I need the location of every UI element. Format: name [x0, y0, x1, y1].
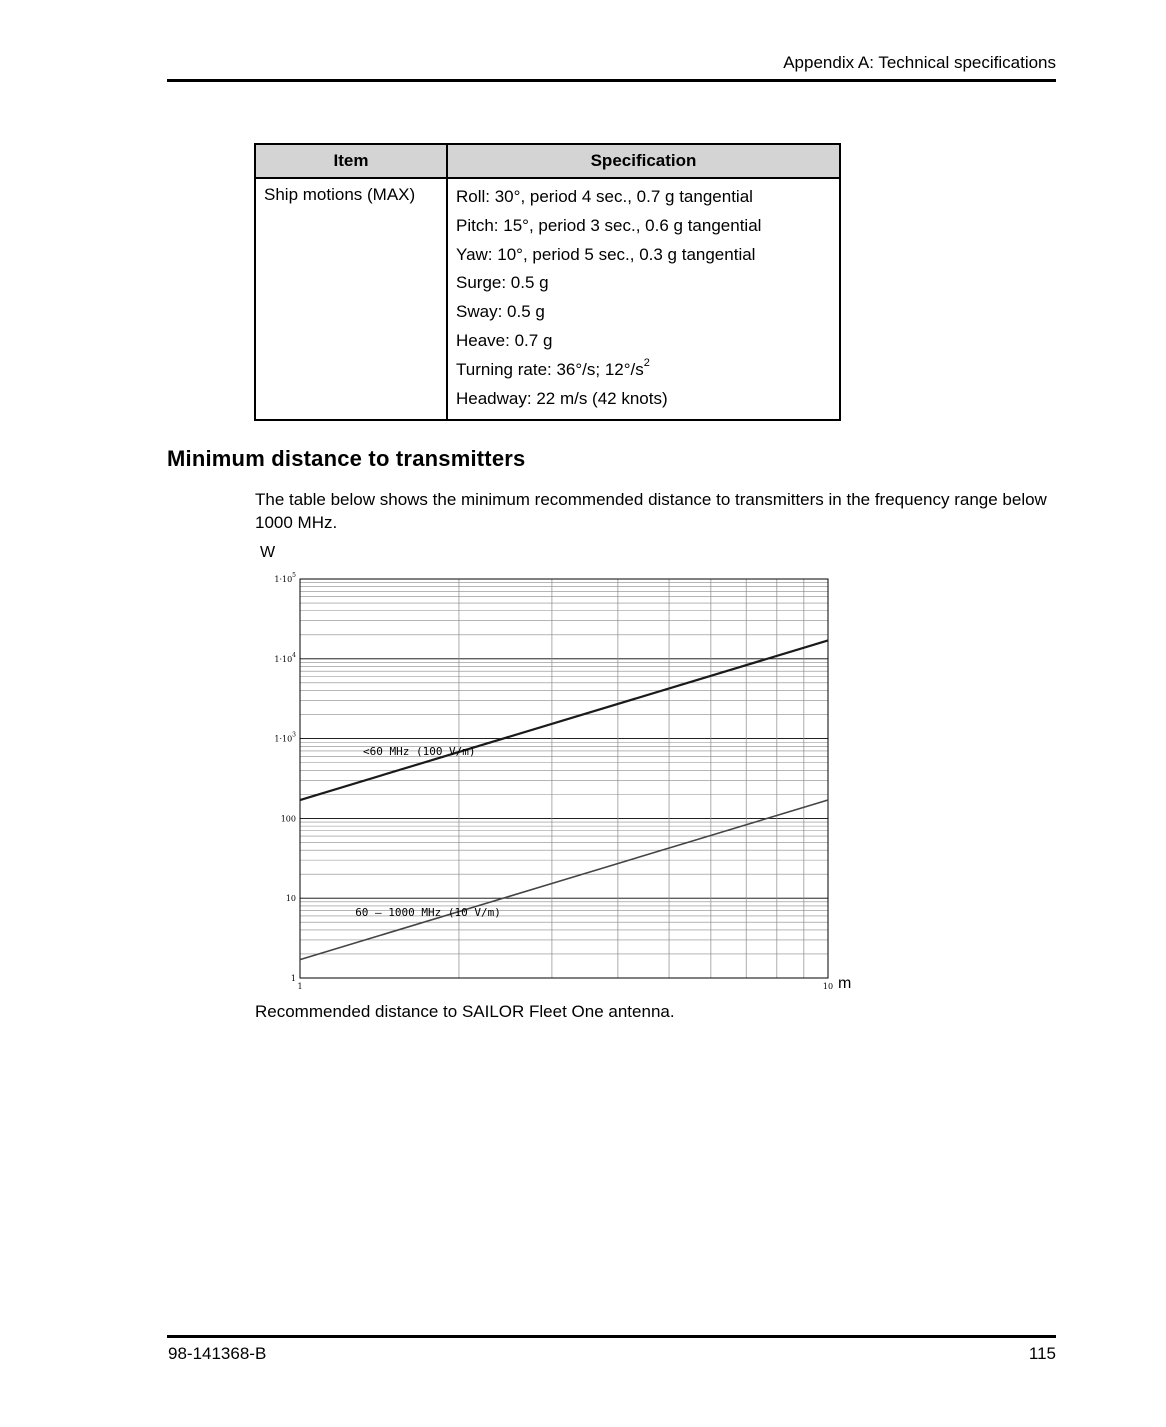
item-cell: Ship motions (MAX)	[255, 178, 447, 420]
column-header-item: Item	[255, 144, 447, 178]
spec-line-heave: Heave: 0.7 g	[456, 330, 553, 350]
spec-line-yaw: Yaw: 10°, period 5 sec., 0.3 g tangential	[456, 244, 756, 264]
page-number: 115	[1028, 1344, 1056, 1363]
series-label-1: <60 MHz (100 V/m)	[362, 744, 476, 758]
table-row	[255, 178, 840, 420]
turning-rate-text: Turning rate: 36°/s; 12°/s	[456, 359, 644, 379]
spec-line-sway: Sway: 0.5 g	[456, 302, 545, 322]
series-line-1	[300, 640, 828, 800]
spec-line-surge: Surge: 0.5 g	[456, 273, 549, 293]
spec-line-headway: Headway: 22 m/s (42 knots)	[456, 388, 668, 408]
y-axis-unit-label: W	[260, 544, 276, 561]
y-tick-label: 10	[285, 894, 296, 904]
distance-chart	[250, 540, 865, 1000]
specification-cell	[447, 178, 840, 420]
spec-line-pitch: Pitch: 15°, period 3 sec., 0.6 g tangential	[456, 215, 762, 235]
figure-caption: Recommended distance to SAILOR Fleet One antenna.	[255, 1002, 675, 1021]
spec-line-roll: Roll: 30°, period 4 sec., 0.7 g tangential	[456, 187, 753, 206]
distance-chart-svg	[250, 540, 865, 1000]
y-tick-label: $1\cdot 10^4$	[274, 651, 296, 664]
footer-rule	[167, 1335, 1056, 1338]
y-tick-label: 1	[290, 974, 296, 983]
running-header-title: Appendix A: Technical specifications	[783, 53, 1056, 72]
series-line-2	[300, 800, 828, 960]
spec-line-turning-rate	[456, 356, 831, 385]
x-tick-label: 1	[297, 982, 303, 991]
y-tick-label: 100	[280, 814, 296, 824]
y-tick-label: $1\cdot 10^3$	[274, 731, 296, 744]
series-label-2: 60 – 1000 MHz (10 V/m)	[355, 905, 501, 919]
y-tick-label: $1\cdot 10^5$	[274, 572, 296, 584]
turning-rate-superscript: 2	[643, 357, 650, 370]
header-rule	[167, 79, 1056, 82]
x-axis-unit-label: m	[838, 975, 852, 992]
column-header-specification: Specification	[447, 144, 840, 178]
spec-table-header-row	[255, 144, 840, 178]
section-title: Minimum distance to transmitters	[167, 446, 526, 471]
x-tick-label: 10	[822, 982, 834, 991]
spec-table	[254, 143, 841, 421]
intro-paragraph: The table below shows the minimum recommended distance to transmitters in the frequency range below 1000 MHz.	[255, 490, 1047, 532]
document-number: 98-141368-B	[168, 1344, 267, 1363]
